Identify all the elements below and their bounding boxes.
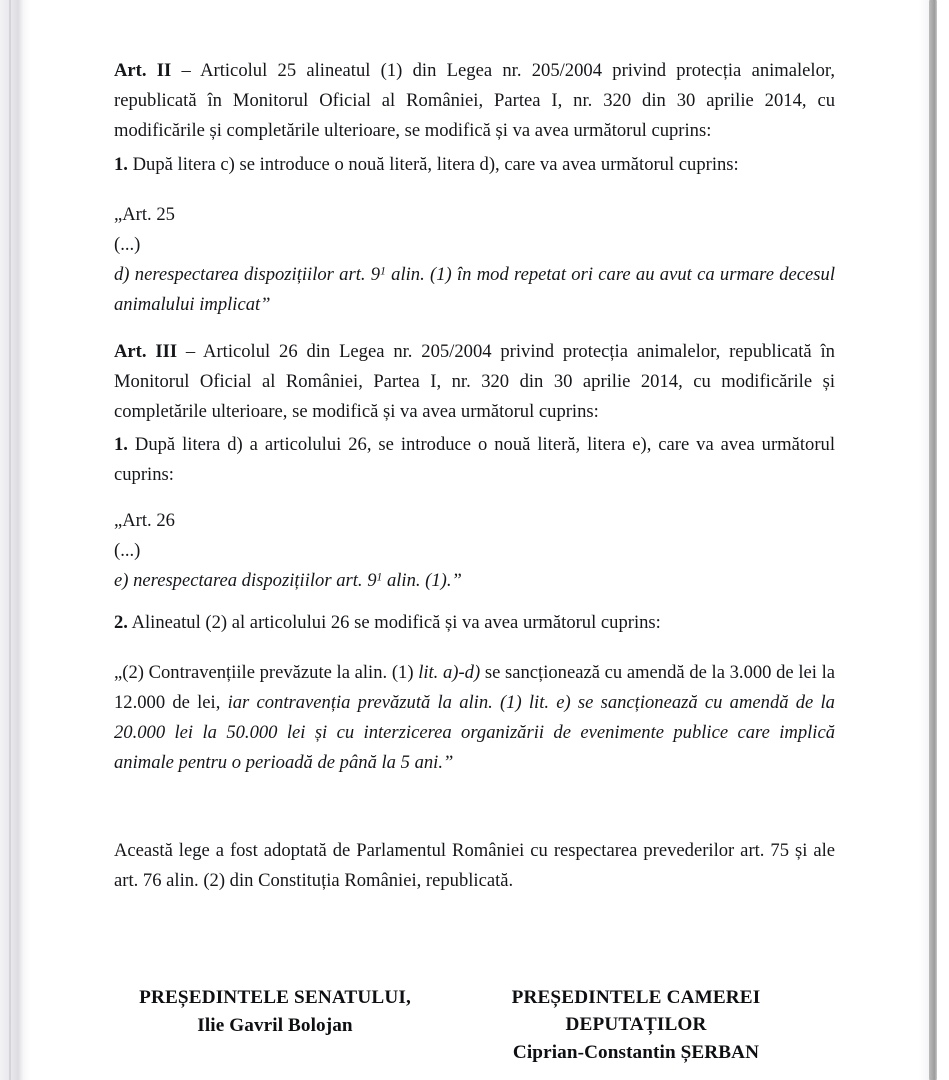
page-gutter-left bbox=[0, 0, 30, 1080]
list-body-art-3-item-2: Alineatul (2) al articolului 26 se modifică și va avea următorul cuprins: bbox=[127, 612, 661, 633]
quote-heading-art-26: „Art. 26 bbox=[114, 510, 175, 531]
list-number-art-3-item-1: 1. bbox=[114, 434, 128, 455]
quote-block-art-25 bbox=[114, 200, 835, 320]
list-number-art-2-item-1: 1. bbox=[114, 154, 128, 175]
quote-ellipsis-art-25: (...) bbox=[114, 234, 141, 255]
document-page bbox=[30, 0, 919, 1080]
vertical-scrollbar[interactable] bbox=[930, 0, 949, 1080]
superscript-one-art-25: 1 bbox=[380, 265, 386, 278]
paragraph-art-2-item-1 bbox=[114, 150, 835, 180]
paragraph-art-3 bbox=[114, 337, 835, 427]
paragraph-lead-art-3: Art. III bbox=[114, 341, 178, 362]
paragraph-art-2 bbox=[114, 56, 835, 146]
quote-letter-d-art-25 bbox=[114, 260, 835, 320]
quote-letter-e-art-26 bbox=[114, 566, 835, 596]
signature-block bbox=[114, 984, 835, 1067]
signature-senate-title: PREȘEDINTELE SENATULUI, bbox=[139, 987, 411, 1008]
quote-fines-italic-2: iar contravenția prevăzută la alin. (1) lit. e) se sancționează cu amendă de la 20.000 lei la 50.000 lei și cu interzicerea organizării de evenimente publice care implică animale pentru o perioadă de până la 5 ani.” bbox=[114, 692, 835, 773]
paragraph-dash-art-2: – bbox=[171, 60, 201, 81]
paragraph-body-art-2: Articolul 25 alineatul (1) din Legea nr. 205/2004 privind protecția animalelor, republicată în Monitorul Oficial al României, Partea I, nr. 320 din 30 aprilie 2014, cu modificările și completările ulterioare, se modifică și va avea următorul cuprins: bbox=[114, 60, 835, 141]
quote-heading-art-25: „Art. 25 bbox=[114, 204, 175, 225]
list-body-art-3-item-1: După litera d) a articolului 26, se introduce o nouă literă, litera e), care va avea următorul cuprins: bbox=[114, 434, 835, 485]
quote-fines-italic-1: lit. a)-d) bbox=[418, 662, 481, 683]
quote-block-art-26 bbox=[114, 506, 835, 596]
quote-letter-e-part-1: e) nerespectarea dispozițiilor art. 9 bbox=[114, 570, 377, 591]
paragraph-body-art-3: Articolul 26 din Legea nr. 205/2004 privind protecția animalelor, republicată în Monitorul Oficial al României, Partea I, nr. 320 din 30 aprilie 2014, cu modificările și completările ulterioare, se modifică și va avea următorul cuprins: bbox=[114, 341, 835, 422]
paragraph-lead-art-2: Art. II bbox=[114, 60, 172, 81]
paragraph-dash-art-3: – bbox=[177, 341, 204, 362]
paragraph-art-3-item-2 bbox=[114, 608, 835, 638]
quote-ellipsis-art-26: (...) bbox=[114, 540, 141, 561]
signature-chamber-title: PREȘEDINTELE CAMEREI DEPUTAȚILOR bbox=[511, 987, 761, 1035]
paragraph-adoption-statement: Această lege a fost adoptată de Parlamentul României cu respectarea prevederilor art. 75 și ale art. 76 alin. (2) din Constituția României, republicată. bbox=[114, 840, 835, 891]
signature-senate bbox=[130, 984, 420, 1067]
list-number-art-3-item-2: 2. bbox=[114, 612, 128, 633]
quote-block-fines bbox=[114, 658, 835, 778]
signature-chamber bbox=[450, 984, 822, 1067]
quote-fines-roman-1: „(2) Contravențiile prevăzute la alin. (1) bbox=[114, 662, 419, 683]
list-body-art-2-item-1: După litera c) se introduce o nouă literă, litera d), care va avea următorul cuprins: bbox=[127, 154, 739, 175]
superscript-one-art-26: 1 bbox=[376, 571, 383, 584]
quote-letter-d-part-2: alin. (1) în mod repetat ori care au avut ca urmare decesul animalului implicat” bbox=[114, 264, 836, 315]
paragraph-art-3-item-1 bbox=[114, 430, 835, 490]
quote-letter-e-part-2: alin. (1).” bbox=[382, 570, 462, 591]
scrollbar-thumb[interactable] bbox=[929, 0, 937, 1080]
page-text-column bbox=[114, 0, 835, 1080]
quote-letter-d-part-1: d) nerespectarea dispozițiilor art. 9 bbox=[114, 264, 381, 285]
quote-fines-roman-2: se sancționează cu amendă de la 3.000 de lei la 12.000 de lei, bbox=[114, 662, 835, 713]
signature-senate-name: Ilie Gavril Bolojan bbox=[197, 1015, 353, 1036]
signature-chamber-name: Ciprian-Constantin ȘERBAN bbox=[512, 1042, 760, 1063]
